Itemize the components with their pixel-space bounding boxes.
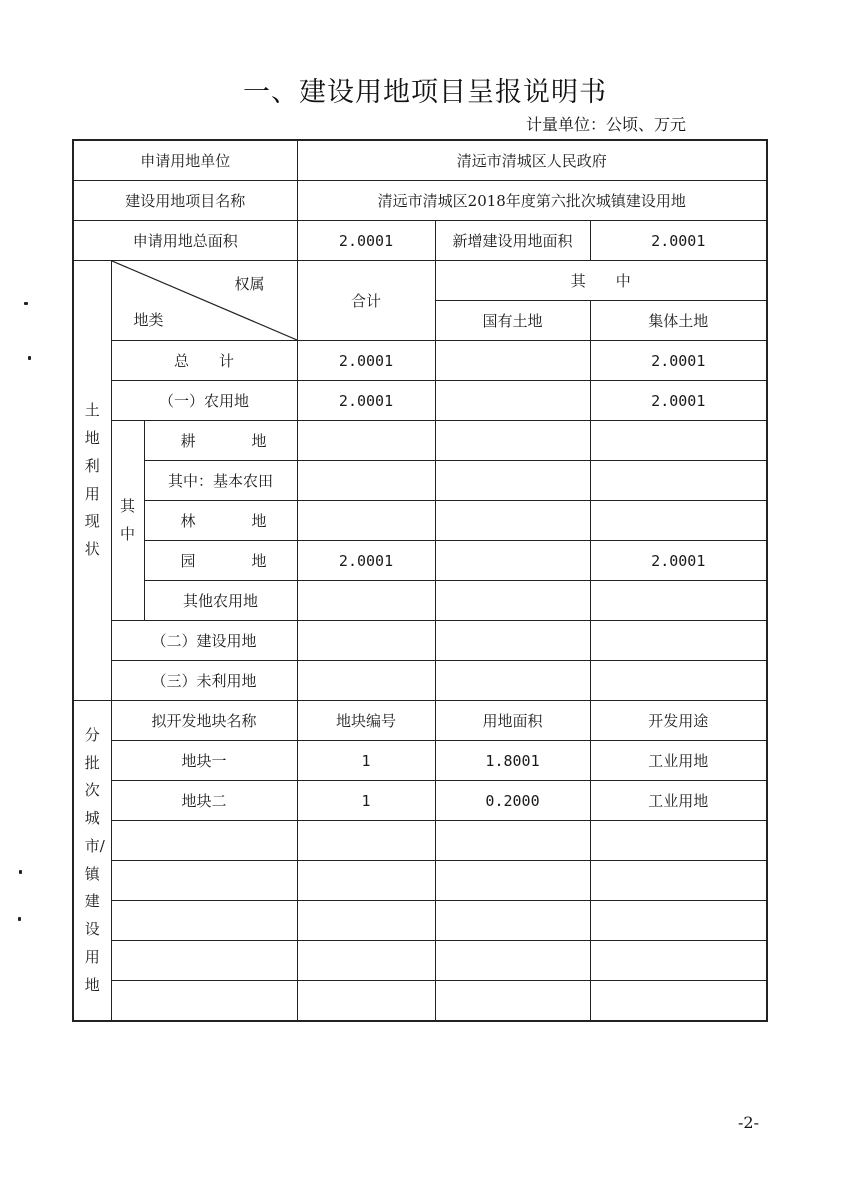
parcel-area: [435, 941, 590, 981]
total-value: [297, 461, 435, 501]
col-state-header: 国有土地: [435, 301, 590, 341]
scan-speck: [24, 302, 28, 305]
state-value: [435, 581, 590, 621]
parcel-id: 1: [297, 741, 435, 781]
col-collective-header: 集体土地: [590, 301, 767, 341]
scan-speck: [28, 356, 31, 360]
collective-value: 2.0001: [590, 381, 767, 421]
land-type-label: 地类: [133, 311, 164, 329]
parcel-area: [435, 981, 590, 1022]
garden-row: [73, 541, 767, 581]
total-value: [297, 581, 435, 621]
parcel-name: [111, 861, 297, 901]
sub-group-label: [111, 421, 144, 621]
agricultural-row: [73, 381, 767, 421]
total-value: [297, 621, 435, 661]
applicant-label: 申请用地单位: [73, 140, 297, 181]
parcel-usage-header: 开发用途: [590, 701, 767, 741]
parcel-row: [73, 901, 767, 941]
row-label: （三）未利用地: [111, 661, 297, 701]
parcel-name: [111, 981, 297, 1022]
row-label-part: 耕: [180, 432, 196, 450]
diagonal-header-cell: [111, 261, 297, 341]
row-label-part: 地: [251, 432, 267, 450]
land-use-header-row: [73, 261, 767, 301]
scan-speck: [19, 870, 22, 874]
land-use-section-label: [73, 261, 111, 701]
new-area-label: 新增建设用地面积: [435, 221, 590, 261]
collective-value: [590, 661, 767, 701]
collective-value: 2.0001: [590, 541, 767, 581]
parcel-usage: [590, 981, 767, 1022]
parcel-usage: 工业用地: [590, 741, 767, 781]
parcel-row: [73, 781, 767, 821]
total-area-label: 申请用地总面积: [73, 221, 297, 261]
total-value: [297, 661, 435, 701]
row-label: 其中：基本农田: [144, 461, 297, 501]
parcel-id: [297, 941, 435, 981]
collective-value: [590, 501, 767, 541]
total-value: 2.0001: [297, 541, 435, 581]
state-value: [435, 381, 590, 421]
state-value: [435, 541, 590, 581]
other-agricultural-row: [73, 581, 767, 621]
parcel-area-header: 用地面积: [435, 701, 590, 741]
parcel-name-header: 拟开发地块名称: [111, 701, 297, 741]
row-label: [144, 541, 297, 581]
page-number: -2-: [738, 1113, 759, 1132]
row-label-part: 地: [251, 512, 267, 530]
grand-total-row: [73, 341, 767, 381]
collective-value: [590, 621, 767, 661]
col-group-header: 其 中: [435, 261, 767, 301]
land-use-section-text: 土地利用现状: [84, 401, 100, 558]
parcel-name: [111, 821, 297, 861]
total-area-value: 2.0001: [297, 221, 435, 261]
state-value: [435, 501, 590, 541]
document-title: 一、建设用地项目呈报说明书: [243, 77, 607, 108]
area-row: [73, 221, 767, 261]
project-name-label: 建设用地项目名称: [73, 181, 297, 221]
parcel-id: [297, 821, 435, 861]
parcel-row: [73, 981, 767, 1022]
forest-row: [73, 501, 767, 541]
parcel-usage: [590, 861, 767, 901]
state-value: [435, 341, 590, 381]
parcel-row: [73, 821, 767, 861]
parcel-id-header: 地块编号: [297, 701, 435, 741]
parcel-row: [73, 861, 767, 901]
parcel-area: [435, 821, 590, 861]
scan-speck: [18, 917, 21, 921]
collective-value: [590, 461, 767, 501]
parcel-area: 1.8001: [435, 741, 590, 781]
col-total-header: 合计: [297, 261, 435, 341]
row-label-part: 园: [180, 552, 196, 570]
construction-row: [73, 621, 767, 661]
row-label-part: 地: [251, 552, 267, 570]
parcel-id: [297, 901, 435, 941]
row-label: [144, 421, 297, 461]
parcels-section-label: [73, 701, 111, 1022]
row-label: [144, 501, 297, 541]
total-value: [297, 501, 435, 541]
parcel-usage: [590, 901, 767, 941]
new-area-value: 2.0001: [590, 221, 767, 261]
parcel-name: [111, 901, 297, 941]
parcel-id: [297, 981, 435, 1022]
parcel-row: [73, 741, 767, 781]
unused-row: [73, 661, 767, 701]
parcel-row: [73, 941, 767, 981]
parcel-usage: [590, 941, 767, 981]
row-label: 其他农用地: [144, 581, 297, 621]
parcel-area: 0.2000: [435, 781, 590, 821]
collective-value: [590, 421, 767, 461]
state-value: [435, 421, 590, 461]
cultivated-row: [73, 421, 767, 461]
parcel-name: 地块二: [111, 781, 297, 821]
parcel-area: [435, 901, 590, 941]
parcel-area: [435, 861, 590, 901]
land-application-form: [72, 139, 768, 1022]
applicant-row: [73, 140, 767, 181]
row-label-part: 林: [180, 512, 196, 530]
parcel-id: [297, 861, 435, 901]
collective-value: 2.0001: [590, 341, 767, 381]
state-value: [435, 461, 590, 501]
state-value: [435, 621, 590, 661]
parcel-name: 地块一: [111, 741, 297, 781]
row-label: （一）农用地: [111, 381, 297, 421]
basic-farmland-row: [73, 461, 767, 501]
parcel-usage: 工业用地: [590, 781, 767, 821]
parcel-id: 1: [297, 781, 435, 821]
row-label: （二）建设用地: [111, 621, 297, 661]
project-name-value: 清远市清城区2018年度第六批次城镇建设用地: [297, 181, 767, 221]
row-label: 总 计: [111, 341, 297, 381]
state-value: [435, 661, 590, 701]
total-value: [297, 421, 435, 461]
parcels-header-row: [73, 701, 767, 741]
parcel-usage: [590, 821, 767, 861]
total-value: 2.0001: [297, 341, 435, 381]
parcel-name: [111, 941, 297, 981]
applicant-value: 清远市清城区人民政府: [297, 140, 767, 181]
sub-group-text: 其中: [120, 496, 136, 543]
ownership-label: 权属: [234, 275, 265, 293]
project-name-row: [73, 181, 767, 221]
parcels-section-text: 分批次城市/镇建设用地: [84, 725, 105, 994]
total-value: 2.0001: [297, 381, 435, 421]
collective-value: [590, 581, 767, 621]
unit-label: 计量单位：公顷、万元: [525, 115, 686, 134]
